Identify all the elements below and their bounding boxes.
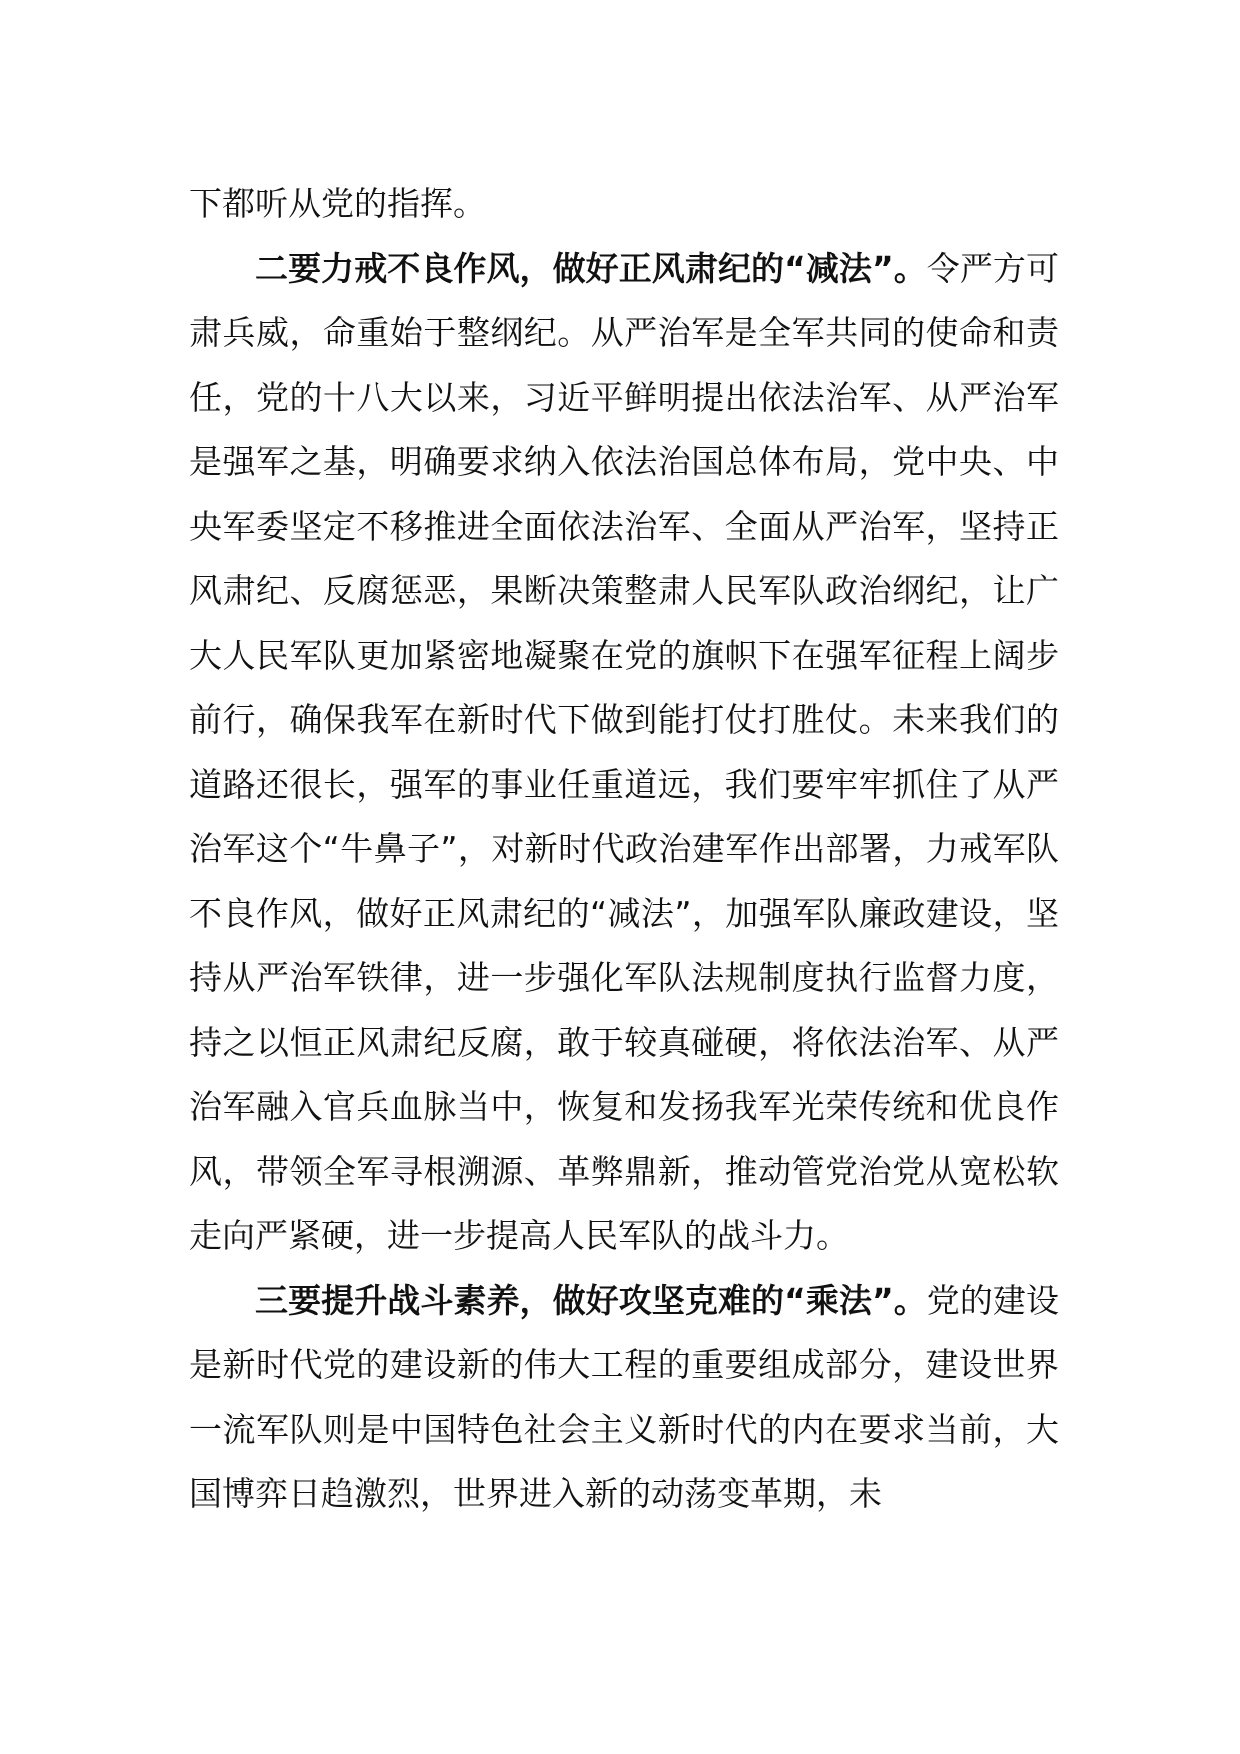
paragraph-text: 令严方可肃兵威，命重始于整纲纪。从严治军是全军共同的使命和责任，党的十八大以来，习近平鲜明提出依法治军、从严治军是强军之基，明确要求纳入依法治国总体布局，党中央、中央军委坚定不移推进全面依法治军、全面从严治军，坚持正风肃纪、反腐惩恶，果断决策整肃人民军队政治纲纪，让广大人民军队更加紧密地凝聚在党的旗帜下在强军征程上阔步前行，确保我军在新时代下做到能打仗打胜仗。未来我们的道路还很长，强军的事业任重道远，我们要牢牢抓住了从严治军这个“牛鼻子”，对新时代政治建军作出部署，力戒军队不良作风，做好正风肃纪的“减法”，加强军队廉政建设，坚持从严治军铁律，进一步强化军队法规制度执行监督力度，持之以恒正风肃纪反腐，敢于较真碰硬，将依法治军、从严治军融入官兵血脉当中，恢复和发扬我军光荣传统和优良作风，带领全军寻根溯源、革弊鼎新，推动管党治党从宽松软走向严紧硬，进一步提高人民军队的战斗力。	[189, 248, 1059, 1255]
paragraph-two	[189, 237, 1059, 1269]
paragraph-continuation	[189, 172, 1059, 237]
paragraph-lead: 三要提升战斗素养，做好攻坚克难的“乘法”。	[255, 1280, 927, 1320]
paragraph-text: 党的建设是新时代党的建设新的伟大工程的重要组成部分，建设世界一流军队则是中国特色社会主义新时代的内在要求当前，大国博弈日趋激烈，世界进入新的动荡变革期，未	[189, 1280, 1059, 1513]
paragraph-lead: 二要力戒不良作风，做好正风肃纪的“减法”。	[255, 248, 927, 288]
body-text	[189, 172, 1059, 1527]
paragraph-text: 下都听从党的指挥。	[189, 184, 486, 223]
paragraph-three	[189, 1269, 1059, 1527]
